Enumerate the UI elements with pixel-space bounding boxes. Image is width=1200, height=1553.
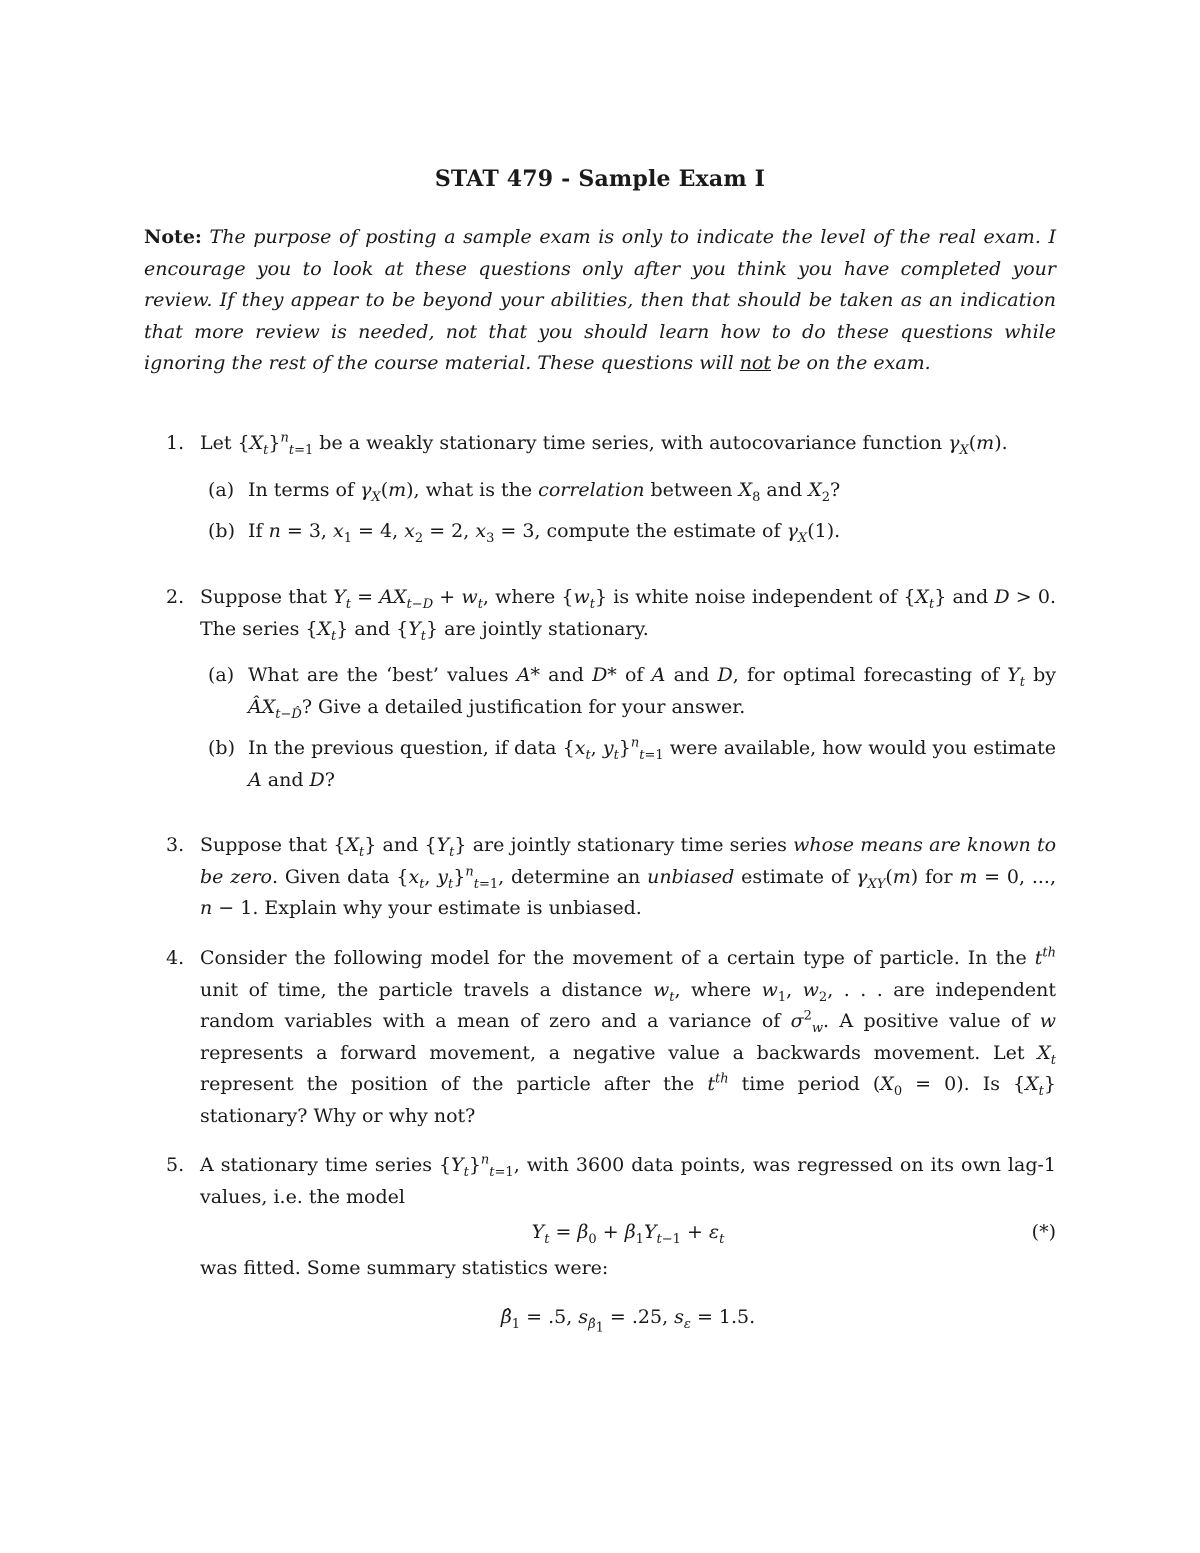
model-equation: $Y_t = \beta_0 + \beta_1Y_{t-1} + \varepsilon_t$ (*) bbox=[200, 1217, 1056, 1249]
note-paragraph bbox=[144, 222, 1056, 380]
sub-label: (a) bbox=[208, 664, 235, 686]
sub-label: (a) bbox=[208, 478, 235, 501]
question-number: 4. bbox=[166, 947, 185, 969]
sub-question-text: What are the ‘best’ values A* and D* of A and D, for optimal forecasting of $Y_t$ by $ÂX_{t-D̂}$? Give a detailed justification for your answer. bbox=[248, 664, 1057, 722]
question-5 bbox=[144, 1150, 1056, 1334]
question-number: 5. bbox=[166, 1154, 185, 1176]
question-text: Let $\{X_t\}^n_{t=1}$ be a weakly stationary time series, with autocovariance function $\gamma_X(m)$. bbox=[200, 430, 1008, 458]
question-4 bbox=[144, 943, 1056, 1132]
sub-label: (b) bbox=[208, 520, 235, 542]
sub-question-b bbox=[208, 516, 1056, 548]
summary-statistics: $\betâ_1 = .5$, $s_{\betâ_1} = .25$, $s_\varepsilon = 1.5$. bbox=[500, 1306, 756, 1336]
sub-question-b bbox=[208, 733, 1056, 796]
page-title: STAT 479 - Sample Exam I bbox=[434, 166, 766, 192]
sub-question-a bbox=[208, 660, 1056, 723]
equation-number: (*) bbox=[1031, 1221, 1056, 1243]
sub-question-text: In the previous question, if data {$x_t$, $y_t\}^n_{t=1}$ were available, how would you estimate A and D? bbox=[248, 735, 1057, 791]
question-3 bbox=[144, 830, 1056, 925]
sub-question-text: In terms of $\gamma_X(m)$, what is the correlation between $X_8$ and $X_2$? bbox=[248, 478, 841, 505]
sub-question-a bbox=[208, 475, 1056, 507]
question-number: 3. bbox=[166, 834, 185, 856]
note-underlined: not bbox=[739, 352, 771, 374]
question-number: 1. bbox=[166, 432, 185, 454]
question-number: 2. bbox=[166, 586, 185, 608]
note-label: Note: bbox=[144, 226, 202, 248]
question-text: A stationary time series $\{Y_t\}^n_{t=1}$, with 3600 data points, was regressed on its own lag-1 values, i.e. the model $Y_t = \beta_0 + \beta_1Y_{t-1} + \varepsilon_t$ (*) was fitted. Some summary statistics were: $\betâ_1 = .5$, $s_{\betâ_1} = .25$, $s_\varepsilon = 1.5$. bbox=[200, 1152, 1056, 1336]
question-text: Suppose that $\{X_t\}$ and $\{Y_t\}$ are jointly stationary time series whose means are known to be zero. Given data {$x_t$, $y_t\}^n_{t=1}$, determine an unbiased estimate of $\gamma_{XY}(m)$ for m = 0, ..., n − 1. Explain why your estimate is unbiased. bbox=[200, 834, 1057, 919]
note-text-1: The purpose of posting a sample exam is only to indicate the level of the real exam. I encourage you to look at these questions only after you think you have completed your review. If they appear to be beyond your abilities, then that should be taken as an indication that more review is needed, not that you should learn how to do these questions while ignoring the rest of the course material. These questions will bbox=[144, 226, 1056, 374]
question-text: Suppose that $Y_t = AX_{t-D} + w_t$, where $\{w_t\}$ is white noise independent of $\{X_t\}$ and D > 0. The series $\{X_t\}$ and $\{Y_t\}$ are jointly stationary. bbox=[200, 586, 1057, 644]
note-text-2: be on the exam. bbox=[777, 352, 931, 374]
question-1 bbox=[144, 428, 1056, 548]
question-text: Consider the following model for the movement of a certain type of particle. In the $t^{th}$ unit of time, the particle travels a distance $w_t$, where $w_1$, $w_2$, . . . are independent random variables with a mean of zero and a variance of $\sigma^2_w$. A positive value of w represents a forward movement, a negative value a backwards movement. Let $X_t$ represent the position of the particle after the $t^{th}$ time period $(X_0 = 0)$. Is $\{X_t\}$ stationary? Why or why not? bbox=[200, 945, 1056, 1127]
sub-label: (b) bbox=[208, 737, 235, 759]
question-2 bbox=[144, 582, 1056, 796]
sub-question-text: If n = 3, $x_1 = 4$, $x_2 = 2$, $x_3 = 3$, compute the estimate of $\gamma_X(1)$. bbox=[248, 520, 841, 546]
